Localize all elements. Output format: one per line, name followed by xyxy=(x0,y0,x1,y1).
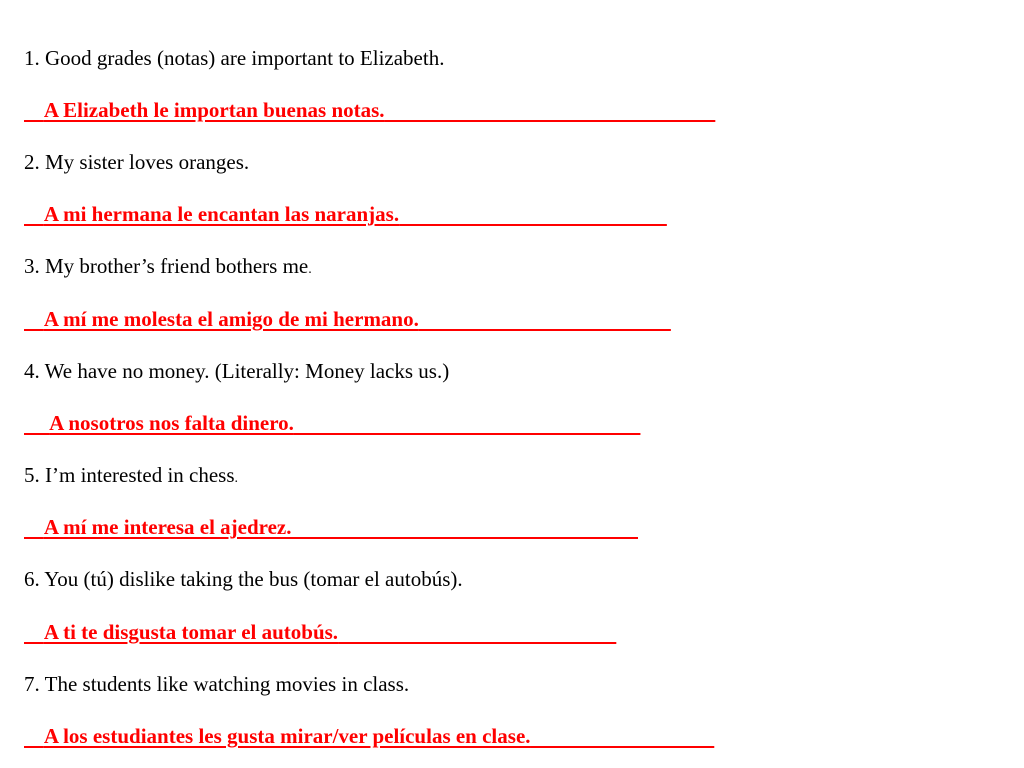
question-5 xyxy=(24,461,238,489)
answer-6-text: A ti te disgusta tomar el autobús. xyxy=(43,620,339,644)
answer-1-blank xyxy=(385,98,716,122)
answer-3 xyxy=(24,305,671,333)
answer-5 xyxy=(24,513,638,541)
question-7-text: 7. The students like watching movies in class. xyxy=(24,672,410,696)
answer-4-blank xyxy=(294,411,641,435)
answer-3-text: A mí me molesta el amigo de mi hermano. xyxy=(43,307,419,331)
question-4-text: 4. We have no money. (Literally: Money lacks us.) xyxy=(24,359,450,383)
answer-6-blank xyxy=(338,620,616,644)
question-5-text: 5. I’m interested in chess xyxy=(24,463,235,487)
question-6-text: 6. You (tú) dislike taking the bus (tomar el autobús). xyxy=(24,567,463,591)
question-3-text: 3. My brother’s friend bothers me xyxy=(24,254,309,278)
question-2 xyxy=(24,148,249,176)
answer-2-blank xyxy=(399,202,667,226)
answer-5-blank xyxy=(292,515,639,539)
answer-1 xyxy=(24,96,715,124)
question-1-text: 1. Good grades (notas) are important to Elizabeth. xyxy=(24,46,445,70)
answer-7-blank xyxy=(531,724,715,748)
answer-2-text: A mi hermana le encantan las naranjas. xyxy=(43,202,400,226)
question-7 xyxy=(24,670,409,698)
answer-7-text: A los estudiantes les gusta mirar/ver películas en clase. xyxy=(43,724,531,748)
answer-4 xyxy=(24,409,640,437)
question-1 xyxy=(24,44,444,72)
answer-7 xyxy=(24,722,714,750)
answer-2 xyxy=(24,200,667,228)
answer-1-text: A Elizabeth le importan buenas notas. xyxy=(43,98,385,122)
answer-3-blank xyxy=(419,307,671,331)
question-3 xyxy=(24,252,312,280)
question-3-tail: . xyxy=(308,262,312,277)
question-6 xyxy=(24,565,463,593)
question-2-text: 2. My sister loves oranges. xyxy=(24,150,250,174)
answer-4-text: A nosotros nos falta dinero. xyxy=(49,411,294,435)
question-5-tail: . xyxy=(234,471,239,486)
answer-6 xyxy=(24,618,616,646)
answer-5-text: A mí me interesa el ajedrez. xyxy=(43,515,292,539)
question-4 xyxy=(24,357,449,385)
